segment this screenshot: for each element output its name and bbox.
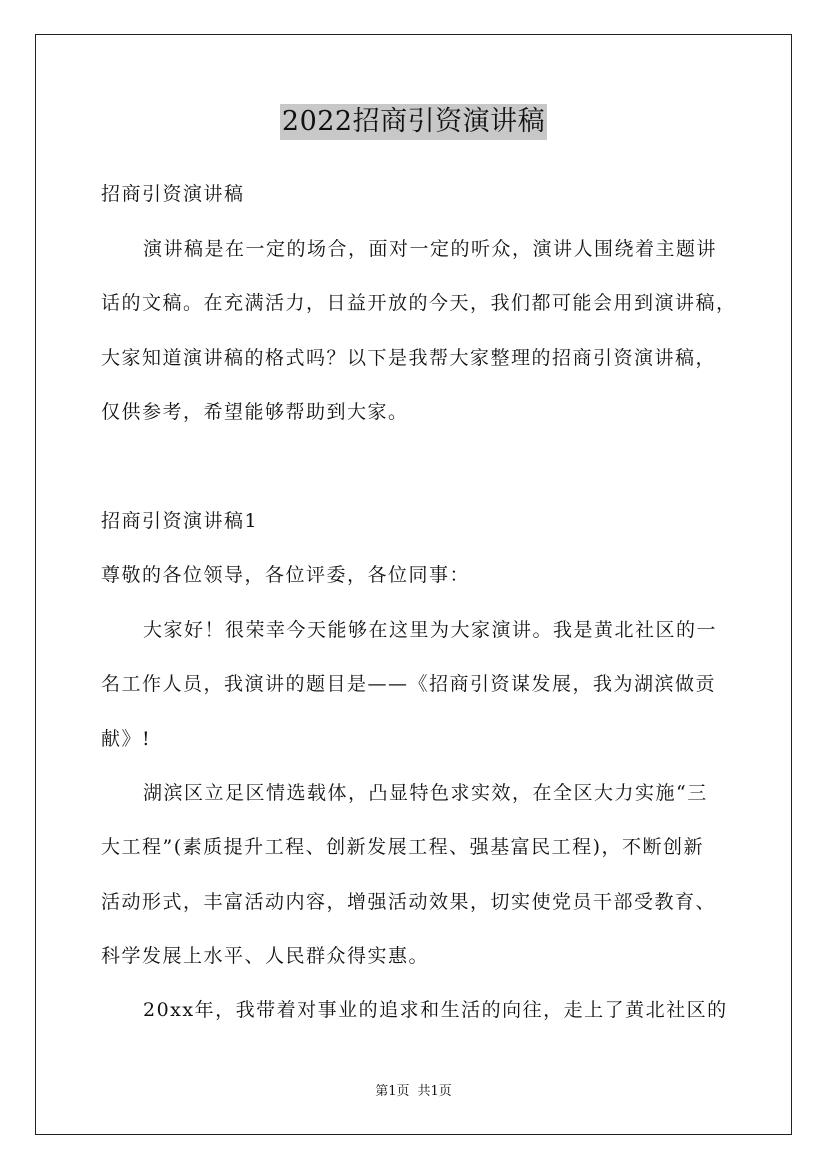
paragraph-line: 20xx年，我带着对事业的追求和生活的向往，走上了黄北社区的 <box>143 999 728 1021</box>
paragraph-line: 湖滨区立足区情选载体，凸显特色求实效，在全区大力实施“三 <box>143 782 708 804</box>
paragraph-line: 活动形式，丰富活动内容，增强活动效果，切实使党员干部受教育、 <box>101 891 717 913</box>
document-subtitle: 招商引资演讲稿 <box>101 183 245 205</box>
paragraph-line: 科学发展上水平、人民群众得实惠。 <box>101 945 430 967</box>
intro-line: 仅供参考，希望能够帮助到大家。 <box>101 401 409 423</box>
intro-line: 演讲稿是在一定的场合，面对一定的听众，演讲人围绕着主题讲 <box>143 238 718 260</box>
paragraph-line: 名工作人员，我演讲的题目是——《招商引资谋发展，我为湖滨做贡 <box>101 673 717 695</box>
intro-line: 大家知道演讲稿的格式吗？以下是我帮大家整理的招商引资演讲稿， <box>101 347 717 369</box>
salutation: 尊敬的各位领导，各位评委，各位同事： <box>101 564 471 586</box>
page-number-current: 第1页 <box>375 1084 410 1099</box>
paragraph-line: 大家好！很荣幸今天能够在这里为大家演讲。我是黄北社区的一 <box>143 619 718 641</box>
section-heading: 招商引资演讲稿1 <box>101 510 259 532</box>
page-footer <box>0 1083 827 1101</box>
paragraph-line: 献》! <box>101 728 152 750</box>
title-area <box>0 104 827 140</box>
page-number-total: 共1页 <box>417 1084 452 1099</box>
intro-line: 话的文稿。在充满活力，日益开放的今天，我们都可能会用到演讲稿， <box>101 292 737 314</box>
document-title: 2022招商引资演讲稿 <box>280 104 547 140</box>
paragraph-line: 大工程”(素质提升工程、创新发展工程、强基富民工程)，不断创新 <box>101 836 705 858</box>
